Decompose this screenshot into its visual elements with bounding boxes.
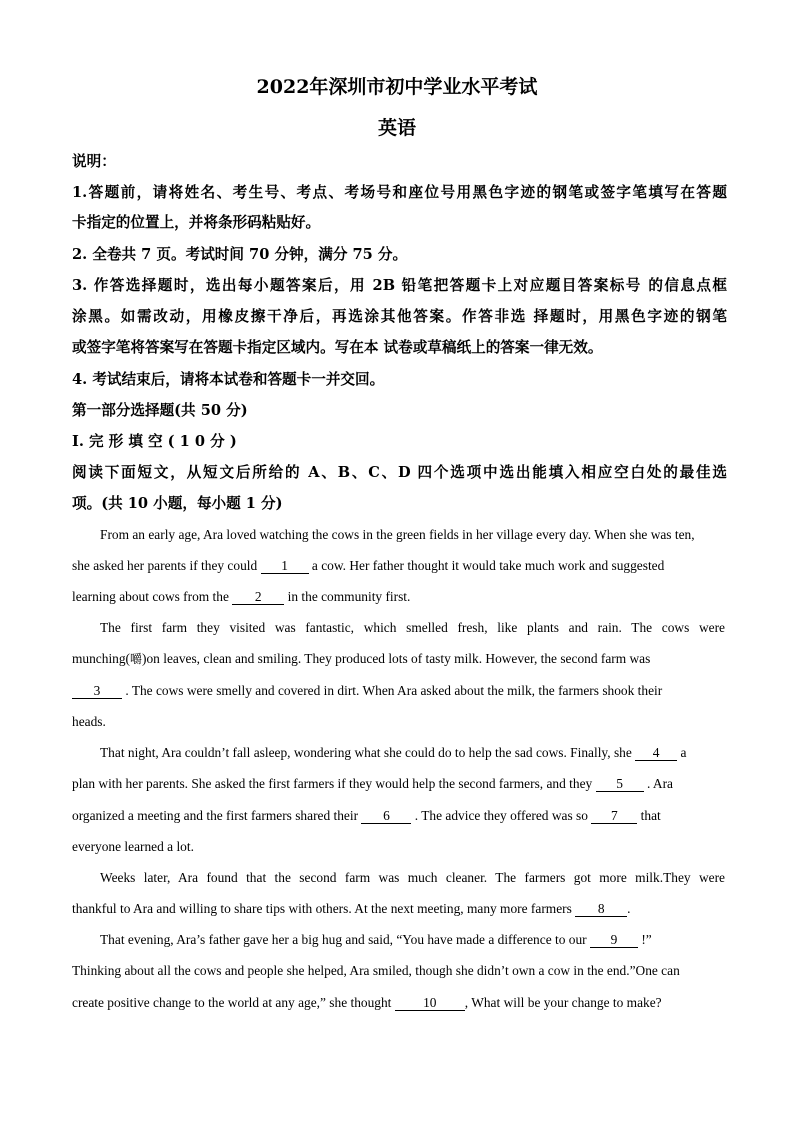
blank-2: 2: [232, 589, 284, 605]
passage-p2-line-4: heads.: [72, 714, 106, 729]
instruction-1-line-a: 1.答题前，请将姓名、考生号、考点、考场号和座位号用黑色字迹的钢笔或签字笔填写在答题: [72, 184, 727, 201]
passage-p2-line-2: [72, 643, 725, 675]
blank-3: 3: [72, 683, 122, 699]
passage-text: . Ara: [646, 776, 673, 791]
part-title: 第一部分选择题(共 50 分): [72, 402, 248, 419]
passage-text: !”: [641, 932, 652, 947]
passage-text: thankful to Ara and willing to share tips with others. At the next meeting, many more farmers: [72, 901, 572, 916]
passage-text: create positive change to the world at any age,” she thought: [72, 995, 392, 1010]
passage-p3-line-4: everyone learned a lot.: [72, 839, 194, 854]
passage-p1-line-2: [72, 550, 725, 581]
passage-text: . The cows were smelly and covered in dirt. When Ara asked about the milk, the farmers shook their: [125, 683, 663, 698]
blank-8: 8: [575, 901, 627, 917]
passage-text: she asked her parents if they could: [72, 558, 258, 573]
passage-text: a cow. Her father thought it would take much work and suggested: [311, 558, 665, 573]
passage-p5-line-1: [72, 924, 725, 955]
passage-text: .: [627, 901, 631, 916]
passage-p1-line-3: [72, 581, 725, 612]
instruction-3-line-c: 或签字笔将答案写在答题卡指定区域内。写在本 试卷或草稿纸上的答案一律无效。: [72, 339, 603, 356]
instructions-heading: 说明：: [72, 153, 116, 170]
passage-p2-line-3: [72, 675, 725, 706]
blank-4: 4: [635, 745, 677, 761]
passage-text: )on leaves, clean and smiling. They produced lots of tasty milk. However, the second farm was: [142, 651, 651, 666]
instruction-2: 2. 全卷共 7 页。考试时间 70 分钟，满分 75 分。: [72, 246, 408, 263]
instruction-3-line-b: 涂黑。如需改动，用橡皮擦干净后，再选涂其他答案。作答非选 择题时，用黑色字迹的钢笔: [72, 308, 727, 325]
passage-p3-line-1: [72, 737, 725, 768]
passage-text: plan with her parents. She asked the first farmers if they would help the second farmers, and they: [72, 776, 593, 791]
instruction-1-line-b: 卡指定的位置上，并将条形码粘贴好。: [72, 214, 321, 231]
passage-p3-line-3: [72, 800, 725, 831]
directions-line-a: 阅读下面短文，从短文后所给的 A、B、C、D 四个选项中选出能填入相应空白处的最佳选: [72, 464, 727, 481]
passage-text: That evening, Ara’s father gave her a big hug and said, “You have made a difference to our: [100, 932, 587, 947]
blank-5: 5: [596, 776, 644, 792]
passage-text: that: [640, 808, 661, 823]
passage-p4-line-1: Weeks later, Ara found that the second farm was much cleaner. The farmers got more milk.They were: [100, 870, 725, 885]
passage-p2-line-1: The first farm they visited was fantastic, which smelled fresh, like plants and rain. The cows were: [100, 620, 725, 635]
passage-text: That night, Ara couldn’t fall asleep, wondering what she could do to help the sad cows. Finally, she: [100, 745, 632, 760]
passage-text: , What will be your change to make?: [464, 995, 662, 1010]
chinese-gloss: 嚼: [130, 652, 143, 666]
passage-text: . The advice they offered was so: [414, 808, 588, 823]
blank-10: 10: [395, 995, 465, 1011]
passage-text: in the community first.: [287, 589, 411, 604]
instruction-3-line-a: 3. 作答选择题时，选出每小题答案后，用 2B 铅笔把答题卡上对应题目答案标号 的信息点框: [72, 277, 727, 294]
blank-7: 7: [591, 808, 637, 824]
passage-text: munching(: [72, 651, 131, 666]
cloze-title: I. 完 形 填 空 ( 1 0 分 ): [72, 433, 237, 450]
blank-9: 9: [590, 932, 638, 948]
passage-p3-line-2: [72, 768, 725, 799]
instruction-4: 4. 考试结束后，请将本试卷和答题卡一并交回。: [72, 371, 385, 388]
directions-line-b: 项。(共 10 小题，每小题 1 分): [72, 495, 283, 512]
passage-text: organized a meeting and the first farmers shared their: [72, 808, 359, 823]
passage-text: learning about cows from the: [72, 589, 229, 604]
exam-title: 2022年深圳市初中学业水平考试: [256, 76, 538, 98]
passage-p5-line-3: [72, 987, 725, 1018]
passage-p4-line-2: [72, 893, 725, 924]
subject-title: 英语: [377, 117, 416, 139]
passage-p5-line-2: Thinking about all the cows and people she helped, Ara smiled, though she didn’t own a cow in the end.”One can: [72, 963, 680, 978]
passage-p1-line-1: From an early age, Ara loved watching the cows in the green fields in her village every day. When she was ten,: [100, 527, 695, 542]
passage-text: a: [680, 745, 687, 760]
blank-1: 1: [261, 558, 309, 574]
blank-6: 6: [361, 808, 411, 824]
